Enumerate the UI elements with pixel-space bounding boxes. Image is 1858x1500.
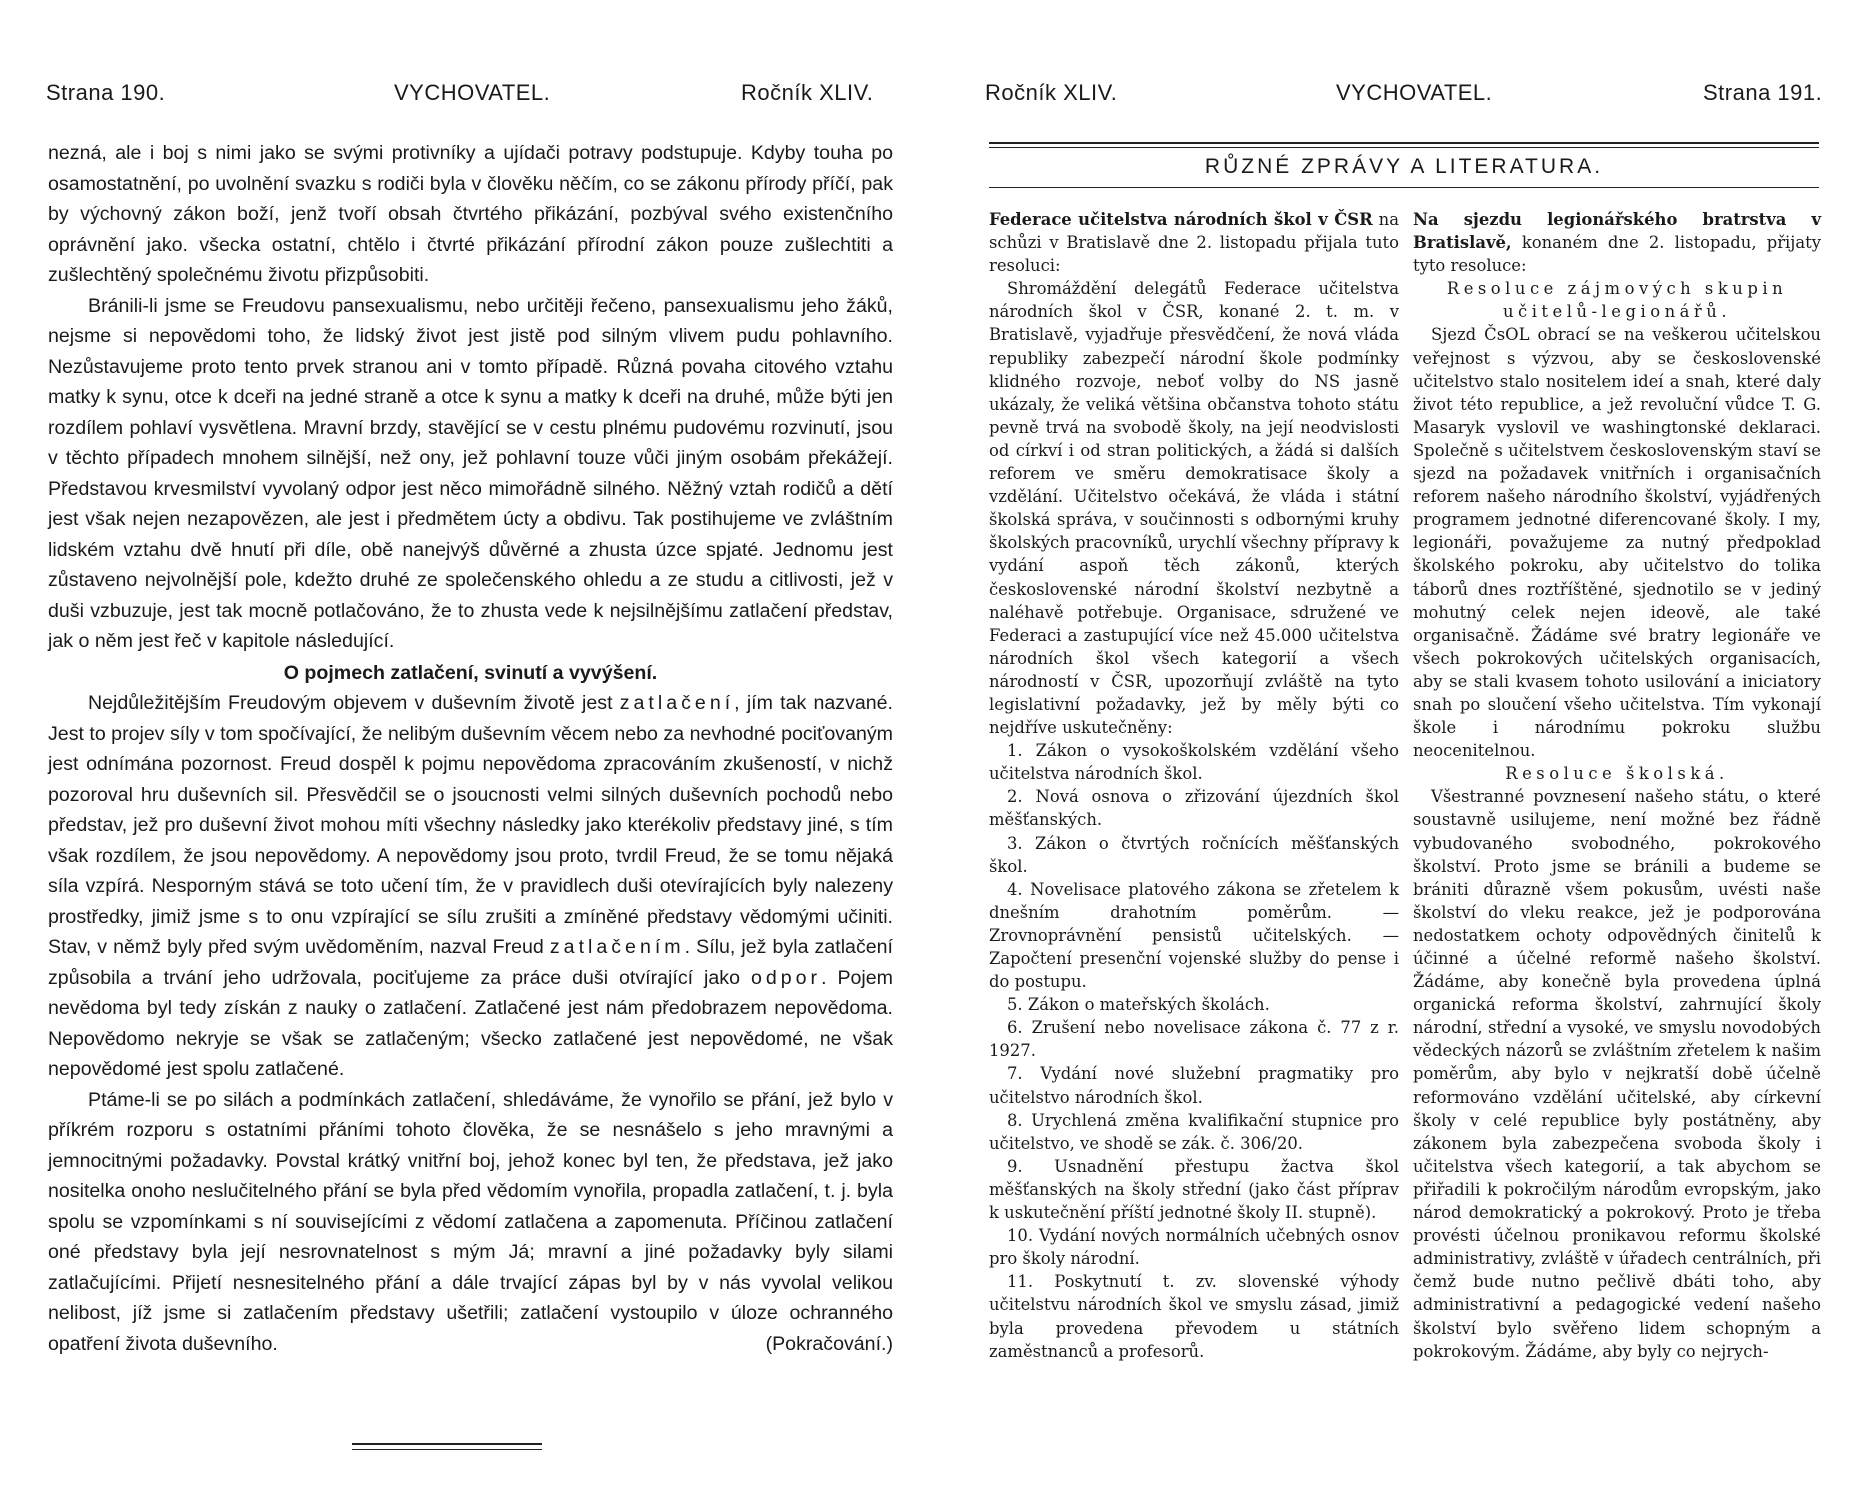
resolution-body-1: Sjezd ČsOL obrací se na veškerou učitelskou veřejnost s výzvou, aby se československé učitelstvo stalo nositelem ideí a snah, které daly život této republice, a jež revoluční vůdce T. G. Masaryk vyslovil ve washingtonské deklaraci. Společně s učitelstvem československým staví se sjezd na požadavek vnitřních i organisačních reforem našeho národního školství, vyjádřených programem jednotné diferencované školy. I my, legionáři, považujeme za nutný předpoklad školského pokroku, aby učitelstvo do tolika táborů dnes roztříštěné, sjednotilo se v jediný mohutný celek nejen ideově, ale také organisačně. Žádáme své bratry legionáře ve všech pokrokových učitelských organisacích, aby se stali kvasem tohoto usilování a iniciatory snah po sloučení všeho učitelstva. Tím vykonají škole i národnímu pokroku službu neocenitelnou.	[1413, 325, 1821, 761]
left-article-body	[48, 138, 893, 1359]
p3-text-c: . Sílu, jež byla zatlačení způsobila a trvání jeho udržovala, pociťujeme za práce duši otvírající jako	[48, 936, 893, 989]
list-item: 1. Zákon o vysokoškolském vzdělání všeho učitelstva národních škol.	[989, 741, 1399, 784]
federace-demands-list	[989, 739, 1399, 1363]
p3-spaced-term-3: odpor	[750, 966, 822, 989]
list-item: 6. Zrušení nebo novelisace zákona č. 77 z r. 1927.	[989, 1018, 1399, 1061]
left-paragraph-3	[48, 688, 893, 1085]
left-paragraph-4	[48, 1085, 893, 1360]
left-paragraph-2: Bránili-li jsme se Freudovu pansexualismu, nebo určitěji řečeno, pansexualismu jeho žáků, nejsme si nepovědomi toho, že lidský život jest jistě pod silným vlivem pudu pohlavního. Nezůstavujeme proto tento prvek stranou ani v tomto případě. Různá povaha citového vztahu matky k synu, otce k dceři na jedné straně a otce k synu a matky k dceři na druhé, může býti jen rozdílem pohlaví vysvětlena. Mravní brzdy, stavějící se v cestu plnému pudovému rozvinutí, jsou v těchto případech mnohem silnější, než ony, jež pohlavní touze vůči jiným osobám překážejí. Představou krvesmilství vyvolaný odpor jest něco mimořádně silného. Něžný vztah rodičů a dětí jest však nejen nezapovězen, ale jest i předmětem úcty a obdivu. Tak postihujeme ve zvláštním lidském vztahu dvě hnutí při díle, obě nanejvýš důvěrné a zhusta úzce spjaté. Jednomu jest zůstaveno nejvolnější pole, kdežto druhé ze společenského ohledu a ze studu a citlivosti, jež v duši vzbuzuje, jest tak mocně potlačováno, že to zhusta vede k nejsilnějšímu zatlačení představ, jak o něm jest řeč v kapitole následující.	[48, 294, 893, 652]
list-item: 8. Urychlená změna kvalifikační stupnice pro učitelstvo, ve shodě se zák. č. 306/20.	[989, 1110, 1399, 1153]
resolution-heading-1: Resoluce zájmových skupin učitelů-legionářů.	[1446, 279, 1788, 322]
legionari-lead-rest: konaném dne 2. listopadu, přijaty tyto resoluce:	[1413, 233, 1821, 276]
list-item: 5. Zákon o mateřských školách.	[1007, 995, 1270, 1015]
list-item: 2. Nová osnova o zřizování újezdních škol měšťanských.	[989, 787, 1399, 830]
legionari-lead	[1413, 208, 1821, 277]
federace-lead	[989, 208, 1399, 277]
p3-spaced-term-1: zatlačení	[619, 692, 735, 714]
section-bottom-rule	[989, 187, 1819, 188]
resolution-body-2: Všestranné povznesení našeho státu, o které soustavně usilujeme, není možné bez řádně vybudovaného svobodného, pokrokového školství. Proto jsme se bránili a budeme se brániti důrazně všem pokusům, uvésti naše školství do vleku reakce, jež je podporována nedostatkem ochoty odpovědných činitelů k účinné a účelné reformě našeho školství. Žádáme, aby konečně byla provedena úplná organická reforma školství, zahrnující školy národní, střední a vysoké, ve smyslu novodobých vědeckých názorů se zvláštním zřetelem k našim poměrům, aby bylo v nejkratší době účelně reformováno vzdělání učitelské, aby církevní školy v celé republice byly postátněny, aby zákonem byla zabezpečena svoboda školy i učitelstva všech kategorií, a tak abychom se přiřadili k pokročilým národům evropským, jako národ demokratický a pokrokový. Proto je třeba provésti účelnou pronikavou reformu školské administrativy, zvláště v úřadech centrálních, při čemž bude nutno pečlivě dbáti toho, aby administrativní a pedagogické vedení našeho školství bylo svěřeno lidem schopným a pokrokovým. Žádáme, aby byly co nejrych-	[1413, 787, 1821, 1361]
column-federace	[989, 208, 1399, 1363]
section-title: RŮZNÉ ZPRÁVY A LITERATURA.	[1204, 155, 1604, 178]
left-page-number: Strana 190.	[46, 80, 166, 105]
p3-text-a: Nejdůležitějším Freudovým objevem v duševním životě jest	[88, 692, 620, 714]
federace-lead-bold: Federace učitelstva národních škol v ČSR	[989, 210, 1373, 229]
left-journal-title: VYCHOVATEL.	[394, 80, 551, 105]
left-subheading: O pojmech zatlačení, svinutí a vyvýšení.	[283, 661, 658, 684]
left-paragraph-1: nezná, ale i boj s nimi jako se svými protivníky a ujídači potravy podstupuje. Kdyby touha po osamostatnění, po uvolnění svazku s rodiči byla v člověku něčím, co se zákonu přírody příčí, pak by výchovný zákon boží, jenž tvoří obsah čtvrtého přikázání, pozbýval svého existenčního oprávnění jako. všecka ostatní, chtělo i čtvrté přikázání přírodní zákon pouze zušlechtiti a zušlechtěný společnému životu přizpůsobiti.	[48, 142, 893, 286]
section-top-rule	[989, 142, 1819, 148]
federace-body: Shromáždění delegátů Federace učitelstva národních škol v ČSR, konané 2. t. m. v Bratislavě, vyjadřuje přesvědčení, že nová vláda republiky zabezpečí národní škole podmínky klidného rozvoje, neboť volby do NS jasně ukázaly, že veliká většina občanstva tohoto státu pevně trvá na svobodě školy, na její neodvislosti od církví i od stran politických, a žádá si dalších reforem ve směru demokratisace školy a vzdělání. Učitelstvo očekává, že vláda i státní školská správa, v součinnosti s odbornými kruhy školských pracovníků, urychlí všechny přípravy k vydání aspoň těch zákonů, kterých československé národní školství nezbytně a naléhavě potřebuje. Organisace, sdružené ve Federaci a zastupující více než 45.000 učitelstva národních škol všech kategorií a všech národností v ČSR, upozorňují zvláště na tyto legislativní požadavky, jež by měly býti co nejdříve uskutečněny:	[989, 279, 1399, 738]
list-item: 4. Novelisace platového zákona se zřetelem k dnešním drahotním poměrům. — Zrovnoprávnění pensistů učitelských. — Započtení presenční vojenské služby do pense i do postupu.	[989, 879, 1399, 992]
federace-lead-rest: na schůzi v Bratislavě dne 2. listopadu přijala tuto resoluci:	[989, 210, 1399, 276]
right-journal-title: VYCHOVATEL.	[1336, 80, 1493, 105]
list-item: 7. Vydání nové služební pragmatiky pro učitelstvo národních škol.	[989, 1064, 1399, 1107]
list-item: 10. Vydání nových normálních učebných osnov pro školy národní.	[989, 1226, 1399, 1269]
column-legionari	[1413, 208, 1821, 1363]
continued-note: (Pokračování.)	[765, 1332, 893, 1355]
legionari-lead-bold: Na sjezdu legionářského bratrstva v Bratislavě,	[1413, 210, 1821, 253]
end-rule	[352, 1443, 542, 1450]
resolution-heading-2: Resoluce školská.	[1505, 764, 1729, 784]
p3-spaced-term-2: zatlačením	[549, 936, 685, 958]
right-page	[929, 0, 1858, 1500]
right-page-number: Strana 191.	[1703, 80, 1823, 105]
list-item: 11. Poskytnutí t. zv. slovenské výhody učitelstvu národních škol ve smyslu zásad, jimiž byla provedena převodem u státních zaměstnanců a profesorů.	[989, 1272, 1399, 1361]
p3-text-b: , jím tak nazvané. Jest to projev síly v tom spočívající, že nelibým duševním věcem nebo za nevhodné pociťovaným jest odnímána pozornost. Freud dospěl k pojmu nepovědoma zpracováním zkušeností, v nichž pozoroval hru duševních sil. Přesvědčil se o jsoucnosti velmi silných duševních pochodů nebo představ, jež pro duševní život mohou míti všechny následky jako kterékoliv představy jiné, s tím však rozdílem, že jsou nepovědomy. A nepovědomy jsou proto, tvrdil Freud, že se tomu nějaká síla vzpírá. Nesporným stává se toto učení tím, že v pravidlech duši otevírajících byly nalezeny prostředky, jimiž jsme s to onu vzpírající se sílu zrušiti a zmíněné představy vědomými učiniti. Stav, v němž byly před svým uvědoměním, nazval Freud	[48, 692, 893, 958]
p4-text: Ptáme-li se po silách a podmínkách zatlačení, shledáváme, že vynořilo se přání, jež bylo v příkrém rozporu s ostatními přáními tohoto člověka, že se nesnášelo s jeho mravnými a jemnocitnými požadavky. Povstal krátký vnitřní boj, jehož konec byl ten, že představa, jež jako nositelka onoho neslučitelného přání se byla před vědomím vynořila, propadla zatlačení, t. j. byla spolu se vzpomínkami s ní souvisejícími z vědomí zatlačena a zapomenuta. Příčinou zatlačení oné představy byla její nesrovnatelnost s mým Já; mravní a jiné požadavky byly silami zatlačujícími. Přijetí nesnesitelného přání a dále trvající zápas byl by v nás vyvolal velikou nelibost, jíž jsme si zatlačením představy ušetřili; zatlačení vystoupilo v úloze ochranného opatření života duševního.	[48, 1088, 893, 1355]
list-item: 9. Usnadnění přestupu žactva škol měšťanských na školy střední (jako část příprav k uskutečnění příští jednotné školy II. stupně).	[989, 1156, 1399, 1223]
right-volume: Ročník XLIV.	[985, 80, 1118, 105]
left-volume: Ročník XLIV.	[741, 80, 874, 105]
p3-text-d: . Pojem nevědoma byl tedy získán z nauky o zatlačení. Zatlačené jest nám předobrazem nepovědoma. Nepovědomo nekryje se však se zatlačeným; všecko zatlačené jest nepovědomé, ne však nepovědomé jest spolu zatlačené.	[48, 966, 893, 1080]
list-item: 3. Zákon o čtvrtých ročnících měšťanských škol.	[989, 833, 1399, 876]
